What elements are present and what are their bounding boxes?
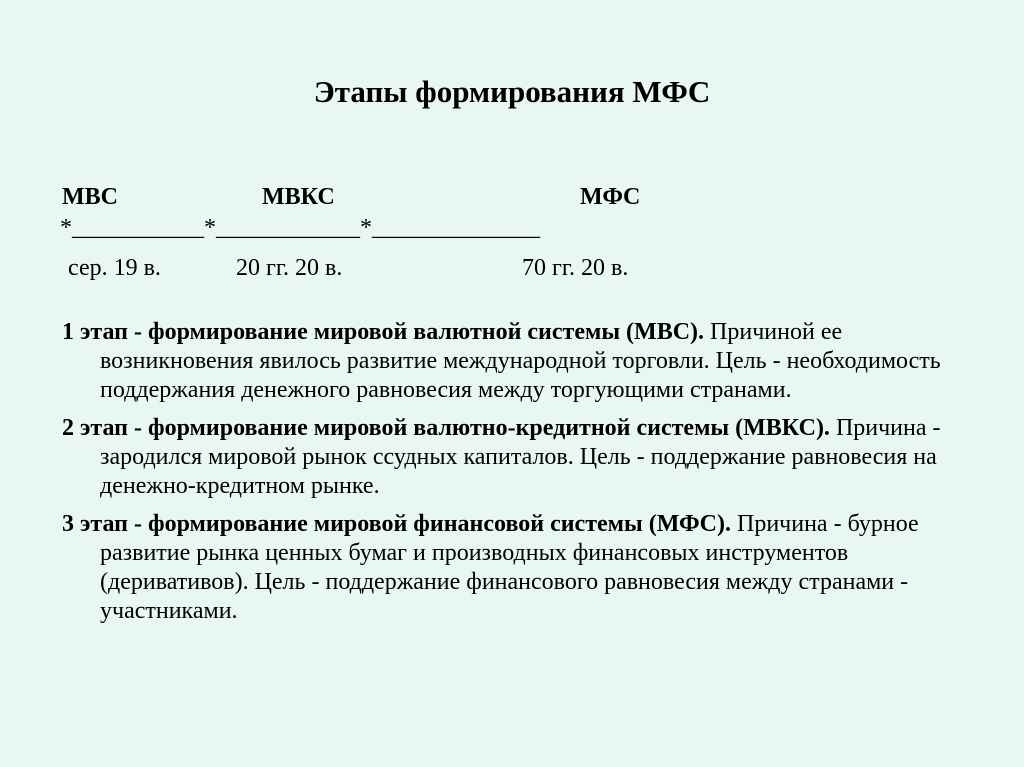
timeline-label-mvks: МВКС: [262, 184, 335, 210]
timeline-label-mfs: МФС: [580, 184, 641, 210]
timeline-date-1: сер. 19 в.: [68, 255, 161, 281]
slide-title: Этапы формирования МФС: [313, 74, 711, 109]
timeline-line: *___________*____________*______________: [60, 215, 540, 241]
stage-2: [62, 414, 962, 501]
stage-3-text: Причина - бурное развитие рынка ценных бумаг и производных финансовых инструментов (деривативов). Цель - поддержание финансового равновесия между странами - участниками.: [100, 511, 919, 624]
stage-2-heading: 2 этап - формирование мировой валютно-кредитной системы (МВКС).: [62, 415, 830, 441]
timeline-date-3: 70 гг. 20 в.: [522, 255, 629, 281]
stage-1: [62, 318, 962, 405]
stage-1-text: Причиной ее возникновения явилось развитие международной торговли. Цель - необходимость поддержания денежного равновесия между торгующими странами.: [100, 319, 941, 403]
stage-3-heading: 3 этап - формирование мировой финансовой системы (МФС).: [62, 511, 731, 537]
stage-3: [62, 510, 962, 626]
stage-1-heading: 1 этап - формирование мировой валютной системы (МВС).: [62, 319, 705, 345]
stage-2-text: Причина - зародился мировой рынок ссудных капиталов. Цель - поддержание равновесия на денежно-кредитном рынке.: [100, 415, 941, 499]
timeline-label-mvs: МВС: [62, 184, 118, 210]
timeline-date-2: 20 гг. 20 в.: [236, 255, 343, 281]
stages-list: [62, 318, 962, 626]
